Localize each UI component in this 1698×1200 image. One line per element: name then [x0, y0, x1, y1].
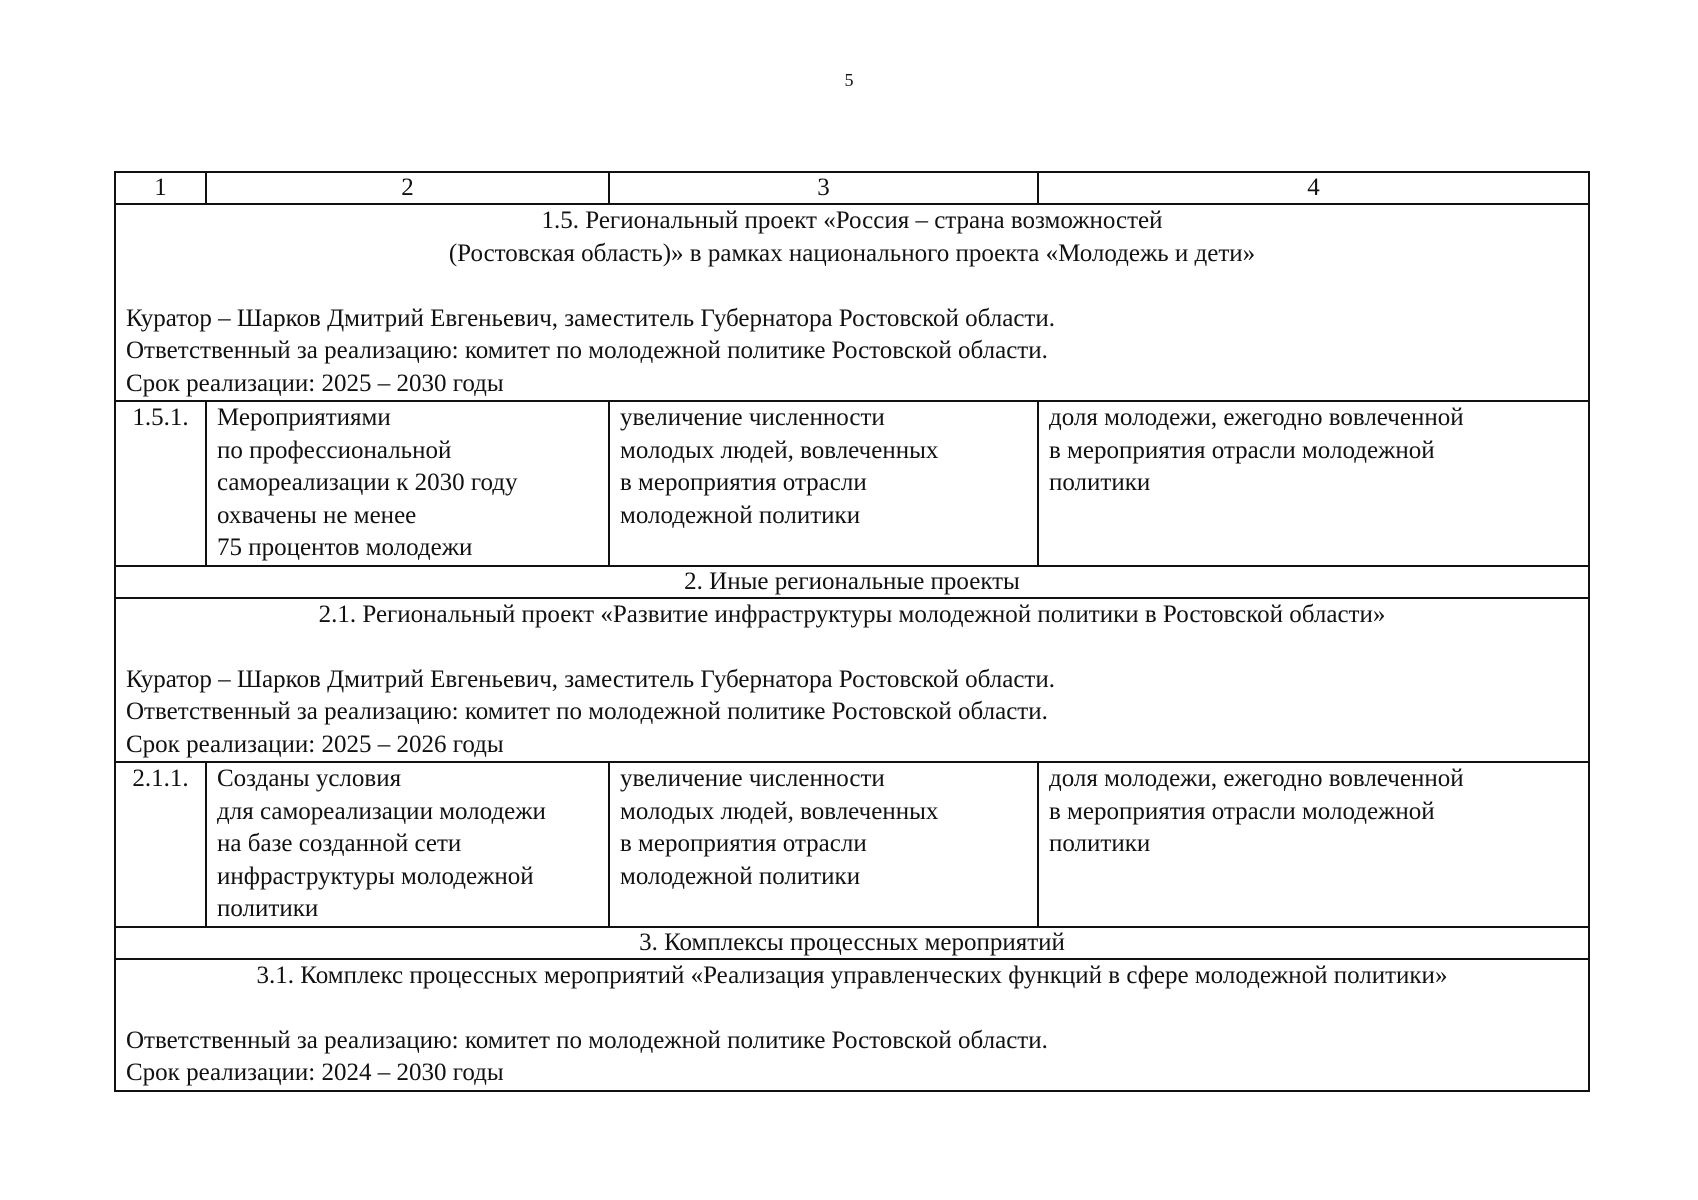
project-2-1-responsible: Ответственный за реализацию: комитет по молодежной политике Ростовской области.: [126, 698, 1048, 725]
row-2-1-1-effect: увеличение численности молодых людей, вовлеченных в мероприятия отрасли молодежной политики: [609, 762, 1038, 927]
project-2-1-title: 2.1. Региональный проект «Развитие инфраструктуры молодежной политики в Ростовской области»: [318, 600, 1386, 628]
row-1-5-1-effect: увеличение численности молодых людей, вовлеченных в мероприятия отрасли молодежной политики: [609, 401, 1038, 566]
row-2-1-1-indicator: доля молодежи, ежегодно вовлеченной в мероприятия отрасли молодежной политики: [1038, 762, 1589, 927]
project-2-1-row: [115, 598, 1589, 763]
spacer: [126, 270, 1578, 303]
project-2-1-curator: Куратор – Шарков Дмитрий Евгеньевич, заместитель Губернатора Ростовской области.: [126, 665, 1055, 693]
row-2-1-1-number: 2.1.1.: [115, 762, 206, 927]
project-1-5-responsible: Ответственный за реализацию: комитет по молодежной политике Ростовской области.: [126, 337, 1048, 364]
section-3-title: 3. Комплексы процессных мероприятий: [115, 927, 1589, 959]
header-col-2: 2: [206, 172, 609, 204]
project-2-1-cell: [115, 598, 1589, 763]
section-2-title: 2. Иные региональные проекты: [115, 566, 1589, 598]
spacer: [126, 992, 1578, 1025]
complex-3-1-cell: [115, 959, 1589, 1091]
project-1-5-title-line1: 1.5. Региональный проект «Россия – страна возможностей: [541, 207, 1163, 234]
row-2-1-1-task: Созданы условия для самореализации молодежи на базе созданной сети инфраструктуры молодежной политики: [206, 762, 609, 927]
project-2-1-term: Срок реализации: 2025 – 2026 годы: [126, 730, 504, 758]
header-col-1: 1: [115, 172, 206, 204]
measures-table: [114, 171, 1590, 1092]
project-1-5-curator: Куратор – Шарков Дмитрий Евгеньевич, заместитель Губернатора Ростовской области.: [126, 304, 1055, 332]
project-1-5-row: [115, 204, 1589, 401]
project-1-5-cell: [115, 204, 1589, 401]
table-row-2-1-1: [115, 762, 1589, 927]
page-number: 5: [844, 70, 854, 90]
row-1-5-1-task: Мероприятиями по профессиональной самореализации к 2030 году охвачены не менее 75 процентов молодежи: [206, 401, 609, 566]
complex-3-1-responsible: Ответственный за реализацию: комитет по молодежной политике Ростовской области.: [126, 1026, 1048, 1054]
project-1-5-term: Срок реализации: 2025 – 2030 годы: [126, 369, 504, 397]
table-header-row: [115, 172, 1589, 204]
complex-3-1-title: 3.1. Комплекс процессных мероприятий «Реализация управленческих функций в сфере молодежной политики»: [256, 961, 1448, 989]
complex-3-1-row: [115, 959, 1589, 1091]
header-col-4: 4: [1038, 172, 1589, 204]
complex-3-1-term: Срок реализации: 2024 – 2030 годы: [126, 1059, 504, 1086]
project-1-5-title-line2: (Ростовская область)» в рамках национального проекта «Молодежь и дети»: [448, 239, 1256, 267]
section-2-row: [115, 566, 1589, 598]
section-3-row: [115, 927, 1589, 959]
spacer: [126, 631, 1578, 664]
table-row-1-5-1: [115, 401, 1589, 566]
row-1-5-1-indicator: доля молодежи, ежегодно вовлеченной в мероприятия отрасли молодежной политики: [1038, 401, 1589, 566]
row-1-5-1-number: 1.5.1.: [115, 401, 206, 566]
header-col-3: 3: [609, 172, 1038, 204]
